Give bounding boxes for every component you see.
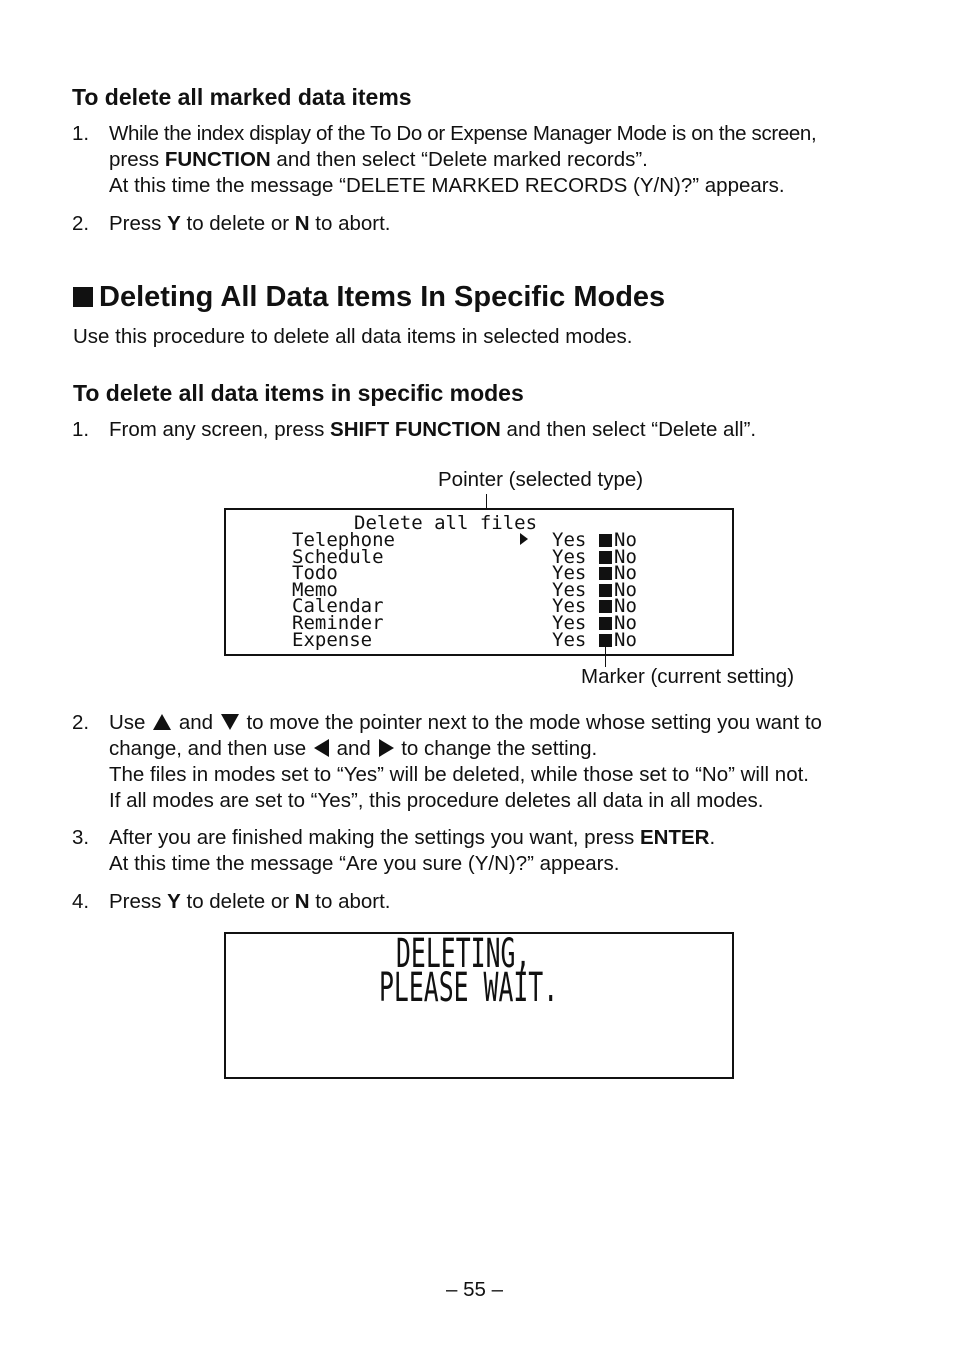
left-arrow-icon — [314, 739, 329, 757]
mode-row[interactable] — [292, 545, 712, 568]
section-heading-delete-all: Deleting All Data Items In Specific Modes — [73, 281, 665, 314]
step-1-line-2: press FUNCTION and then select “Delete marked records”. — [109, 148, 648, 171]
yes-option[interactable]: Yes — [552, 628, 587, 651]
step-3-line-2: At this time the message “Are you sure (Y/N)?” appears. — [109, 852, 620, 875]
step-2-line-1: Use and to move the pointer next to the mode whose setting you want to — [109, 711, 822, 734]
step-4-text: Press Y to delete or N to abort. — [109, 890, 391, 913]
step-2-line-4: If all modes are set to “Yes”, this procedure deletes all data in all modes. — [109, 789, 764, 812]
mode-name: Calendar — [292, 595, 384, 618]
mode-name: Todo — [292, 562, 338, 585]
y-key-label: Y — [167, 890, 181, 913]
deleting-message-line-1: DELETING, — [396, 931, 531, 977]
yes-option[interactable]: Yes — [552, 595, 587, 618]
yes-option[interactable]: Yes — [552, 529, 587, 551]
lcd-title: Delete all files — [354, 512, 538, 534]
step-3-line-1: After you are finished making the settings you want, press ENTER. — [109, 826, 716, 849]
marker-icon — [599, 617, 612, 630]
marker-icon — [599, 584, 612, 597]
right-arrow-icon — [379, 739, 394, 757]
step-2-text — [109, 710, 822, 814]
marker-icon — [599, 551, 612, 564]
step-1-text — [109, 121, 816, 199]
marker-icon — [599, 600, 612, 613]
step-2-line-3: The files in modes set to “Yes” will be deleted, while those set to “No” will not. — [109, 763, 809, 786]
mode-name: Expense — [292, 628, 373, 651]
shift-function-key-label: SHIFT FUNCTION — [330, 418, 501, 441]
mode-name: Reminder — [292, 612, 384, 634]
yes-option[interactable]: Yes — [552, 545, 587, 568]
step-number: 1. — [72, 418, 90, 441]
n-key-label: N — [294, 890, 310, 913]
mode-row[interactable] — [292, 562, 712, 585]
no-option[interactable]: No — [614, 545, 637, 568]
yes-option[interactable]: Yes — [552, 562, 587, 585]
callout-pointer-label: Pointer (selected type) — [438, 468, 644, 491]
step-number: 2. — [72, 212, 90, 235]
square-bullet-icon — [73, 287, 93, 307]
no-option[interactable]: No — [614, 529, 637, 551]
mode-name: Memo — [292, 578, 338, 601]
step-1-line-1: While the index display of the To Do or Expense Manager Mode is on the screen, — [109, 122, 817, 145]
function-key-label: FUNCTION — [164, 148, 271, 171]
down-arrow-icon — [221, 714, 239, 730]
mode-name: Schedule — [292, 545, 384, 568]
step-3-text — [109, 825, 715, 877]
step-number: 3. — [72, 826, 90, 849]
step-2-line-2: change, and then use and to change the setting. — [109, 737, 598, 760]
lcd-screen-deleting — [224, 932, 734, 1079]
no-option[interactable]: No — [614, 578, 637, 601]
no-option[interactable]: No — [614, 595, 637, 618]
step-number: 4. — [72, 890, 90, 913]
callout-marker-label: Marker (current setting) — [581, 665, 795, 688]
yes-option[interactable]: Yes — [552, 578, 587, 601]
step-2-text: Press Y to delete or N to abort. — [109, 212, 391, 235]
no-option[interactable]: No — [614, 612, 637, 634]
no-option[interactable]: No — [614, 628, 637, 651]
y-key-label: Y — [167, 212, 181, 235]
section-intro: Use this procedure to delete all data items in selected modes. — [73, 325, 633, 348]
mode-name: Telephone — [292, 529, 395, 551]
pointer-arrow-icon — [520, 533, 528, 545]
step-1-line-3: At this time the message “DELETE MARKED RECORDS (Y/N)?” appears. — [109, 174, 785, 197]
mode-row[interactable] — [292, 628, 712, 651]
up-arrow-icon — [153, 714, 171, 730]
lcd-screen-delete-all — [224, 508, 734, 656]
section-heading-delete-marked: To delete all marked data items — [72, 84, 412, 110]
section-heading-delete-specific: To delete all data items in specific modes — [73, 380, 524, 406]
no-option[interactable]: No — [614, 562, 637, 585]
step-1-text: From any screen, press SHIFT FUNCTION and then select “Delete all”. — [109, 418, 757, 441]
yes-option[interactable]: Yes — [552, 612, 587, 634]
enter-key-label: ENTER — [640, 826, 710, 849]
marker-icon — [599, 534, 612, 547]
page-number: – 55 – — [446, 1278, 503, 1301]
deleting-message-line-2: PLEASE WAIT. — [379, 965, 559, 1011]
step-number: 2. — [72, 711, 90, 734]
marker-icon — [599, 567, 612, 580]
n-key-label: N — [294, 212, 310, 235]
step-number: 1. — [72, 122, 90, 145]
